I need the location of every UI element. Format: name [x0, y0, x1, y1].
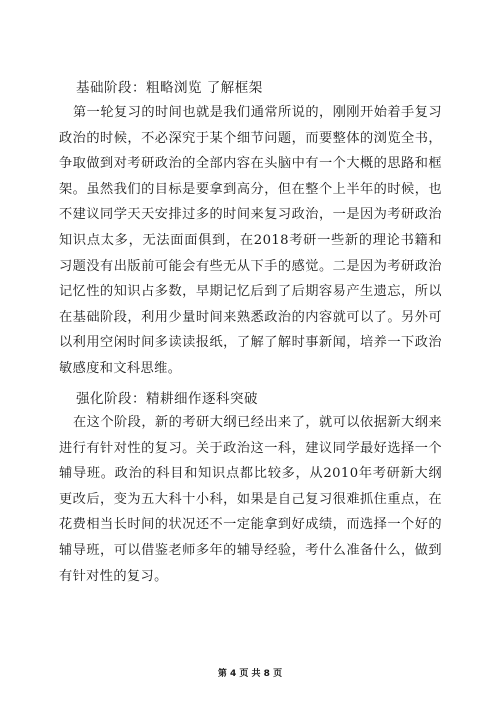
section-heading-basic-stage: 基础阶段：粗略浏览 了解框架 [76, 80, 263, 96]
section-heading-strengthen-stage: 强化阶段：精耕细作逐科突破 [76, 391, 258, 407]
section-body-strengthen-stage: 在这个阶段，新的考研大纲已经出来了，就可以依据新大纲来进行有针对性的复习。关于政治这一科，建议同学最好选择一个辅导班。政治的科目和知识点都比较多，从2010年考研新大纲更改后，变为五大科十小科，如果是自己复习很难抓住重点，在花费相当长时间的状况还不一定能拿到好成绩，而选择一个好的辅导班，可以借鉴老师多年的辅导经验，考什么准备什么，做到有针对性的复习。 [59, 415, 442, 584]
page-number-footer: 第 4 页 共 8 页 [217, 669, 283, 679]
section-body-basic-stage: 第一轮复习的时间也就是我们通常所说的，刚刚开始着手复习政治的时候，不必深究于某个细节问题，而要整体的浏览全书，争取做到对考研政治的全部内容在头脑中有一个大概的思路和框架。虽然我们的目标是要拿到高分，但在整个上半年的时候，也不建议同学天天安排过多的时间来复习政治，一是因为考研政治知识点太多，无法面面俱到，在2018考研一些新的理论书籍和习题没有出版前可能会有些无从下手的感觉。二是因为考研政治记忆性的知识占多数，早期记忆后到了后期容易产生遗忘，所以在基础阶段，利用少量时间来熟悉政治的内容就可以了。另外可以利用空闲时间多读读报纸，了解了解时事新闻，培养一下政治敏感度和文科思维。 [59, 105, 442, 376]
